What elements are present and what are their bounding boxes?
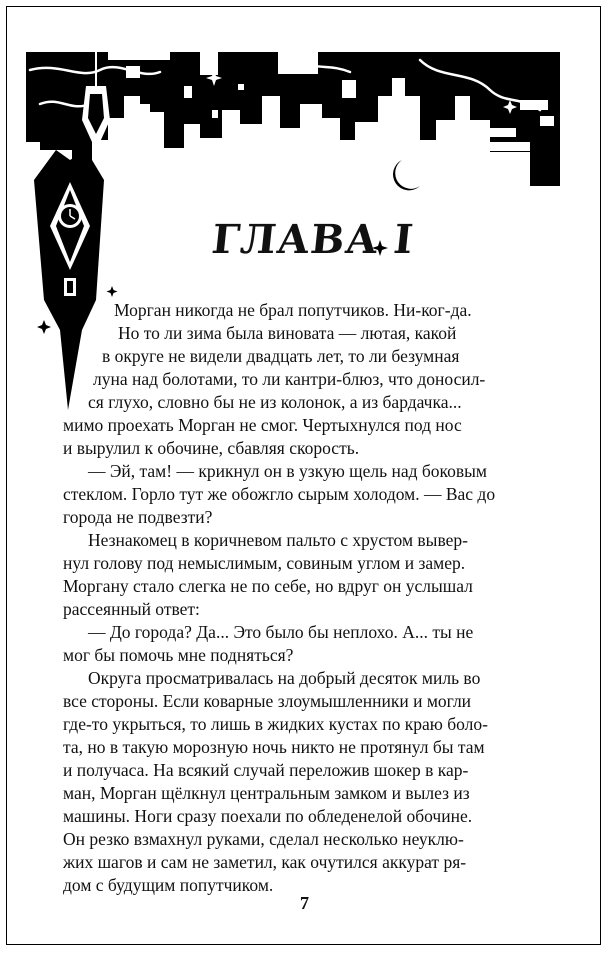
page-number: 7 — [300, 893, 309, 913]
text-line: Он резко взмахнул руками, сделал несколько неуклю- — [63, 829, 464, 849]
text-line: ся глухо, словно бы не из колонок, а из бардачка... — [88, 392, 462, 412]
text-line: и вырулил к обочине, сбавляя скорость. — [63, 438, 360, 458]
text-line: нул голову под немыслимым, совиным углом и замер. — [63, 553, 466, 573]
chapter-title: ГЛАВА I — [209, 216, 417, 263]
text-line: города не подвезти? — [63, 507, 213, 527]
text-line: Моргану стало слегка не по себе, но вдруг он услышал — [63, 576, 473, 596]
text-line: — До города? Да... Это было бы неплохо. А... ты не — [88, 622, 474, 642]
text-line: дом с будущим попутчиком. — [63, 875, 274, 895]
text-line: мог бы помочь мне подняться? — [63, 645, 294, 665]
text-line: ман, Морган щёлкнул центральным замком и вылез из — [63, 783, 470, 803]
text-line: Морган никогда не брал попутчиков. Ни-ког-да. — [114, 300, 472, 320]
crescent-moon-icon — [393, 160, 420, 190]
text-line: стеклом. Горло тут же обожгло сырым холодом. — Вас до — [63, 484, 496, 504]
text-line: и получаса. На всякий случай переложив шокер в кар- — [63, 760, 469, 780]
text-line: Но то ли зима была виновата — лютая, какой — [118, 323, 457, 343]
text-line: мимо проехать Морган не смог. Чертыхнулся под нос — [63, 415, 462, 435]
text-line: рассеянный ответ: — [63, 599, 200, 619]
text-line: Незнакомец в коричневом пальто с хрустом вывер- — [88, 530, 468, 550]
text-line: в округе не видели двадцать лет, то ли безумная — [102, 346, 460, 366]
text-line: все стороны. Если коварные злоумышленники и могли — [63, 691, 472, 711]
text-line: луна над болотами, то ли кантри-блюз, что доносил- — [93, 369, 486, 389]
text-line: та, но в такую морозную ночь никто не протянул бы там — [63, 737, 485, 757]
text-line: Округа просматривалась на добрый десяток миль во — [88, 668, 481, 688]
text-line: — Эй, там! — крикнул он в узкую щель над боковым — [88, 461, 487, 481]
text-line: жих шагов и сам не заметил, как очутился аккурат ря- — [63, 852, 467, 872]
text-line: машины. Ноги сразу поехали по обледенелой обочине. — [63, 806, 473, 826]
text-line: где-то укрыться, то лишь в жидких кустах по краю боло- — [63, 714, 488, 734]
